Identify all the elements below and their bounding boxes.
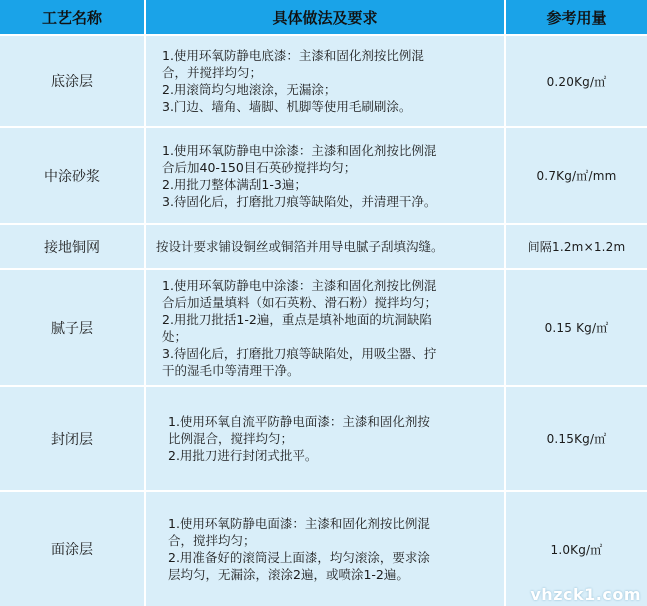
process-name-cell: 中涂砂浆	[0, 126, 146, 223]
method-line: 1.使用环氧自流平防静电面漆：主漆和固化剂按	[168, 414, 430, 429]
watermark: vhzck1.com	[530, 585, 641, 604]
method-cell	[146, 268, 506, 385]
method-line: 1.使用环氧防静电中涂漆：主漆和固化剂按比例混	[162, 277, 437, 293]
method-line: 1.使用环氧防静电面漆：主漆和固化剂按比例混	[168, 516, 430, 531]
method-line: 2.用批刀进行封闭式批平。	[168, 448, 318, 463]
usage-cell: 0.7Kg/㎡/mm	[506, 126, 647, 223]
usage-cell: 间隔1.2m×1.2m	[506, 223, 647, 268]
method-cell	[146, 34, 506, 126]
method-cell	[146, 223, 506, 268]
method-line: 层均匀，无漏涂，滚涂2遍，或喷涂1-2遍。	[168, 567, 409, 582]
method-line: 1.使用环氧防静电中涂漆：主漆和固化剂按比例混	[162, 142, 437, 158]
usage-cell: 0.20Kg/㎡	[506, 34, 647, 126]
method-line: 合，搅拌均匀；	[168, 533, 256, 548]
method-line: 2.用滚筒均匀地滚涂，无漏涂；	[162, 82, 337, 97]
method-line: 2.用批刀整体满刮1-3遍；	[162, 176, 307, 192]
method-line: 合后加40-150目石英砂搅拌均匀；	[162, 159, 357, 175]
header-method: 具体做法及要求	[146, 0, 506, 34]
process-name-cell: 接地铜网	[0, 223, 146, 268]
method-line: 3.待固化后，打磨批刀痕等缺陷处，并清理干净。	[162, 193, 437, 209]
usage-cell: 0.15 Kg/㎡	[506, 268, 647, 385]
method-line: 合后加适量填料（如石英粉、滑石粉）搅拌均匀；	[162, 294, 438, 310]
method-cell	[146, 385, 506, 490]
method-line: 3.门边、墙角、墙脚、机脚等使用毛刷刷涂。	[162, 99, 412, 114]
method-line: 2.用批刀批括1-2遍，重点是填补地面的坑洞缺陷	[162, 311, 432, 327]
method-line: 3.待固化后，打磨批刀痕等缺陷处，用吸尘器、拧	[162, 345, 437, 361]
method-line: 1.使用环氧防静电底漆：主漆和固化剂按比例混	[162, 48, 424, 63]
process-name-cell: 封闭层	[0, 385, 146, 490]
header-process-name: 工艺名称	[0, 0, 146, 34]
header-usage: 参考用量	[506, 0, 647, 34]
method-line: 处；	[162, 328, 188, 344]
process-name-cell: 面涂层	[0, 490, 146, 606]
usage-cell: 1.0Kg/㎡	[506, 490, 647, 606]
usage-cell: 0.15Kg/㎡	[506, 385, 647, 490]
method-cell	[146, 126, 506, 223]
method-line: 干的湿毛巾等清理干净。	[162, 362, 300, 378]
process-name-cell: 底涂层	[0, 34, 146, 126]
method-line: 比例混合，搅拌均匀；	[168, 431, 294, 446]
method-line: 2.用准备好的滚筒浸上面漆，均匀滚涂，要求涂	[168, 550, 430, 565]
method-cell	[146, 490, 506, 606]
process-name-cell: 腻子层	[0, 268, 146, 385]
method-line: 按设计要求铺设铜丝或铜箔并用导电腻子刮填沟缝。	[156, 239, 444, 254]
method-line: 合，并搅拌均匀；	[162, 65, 263, 80]
